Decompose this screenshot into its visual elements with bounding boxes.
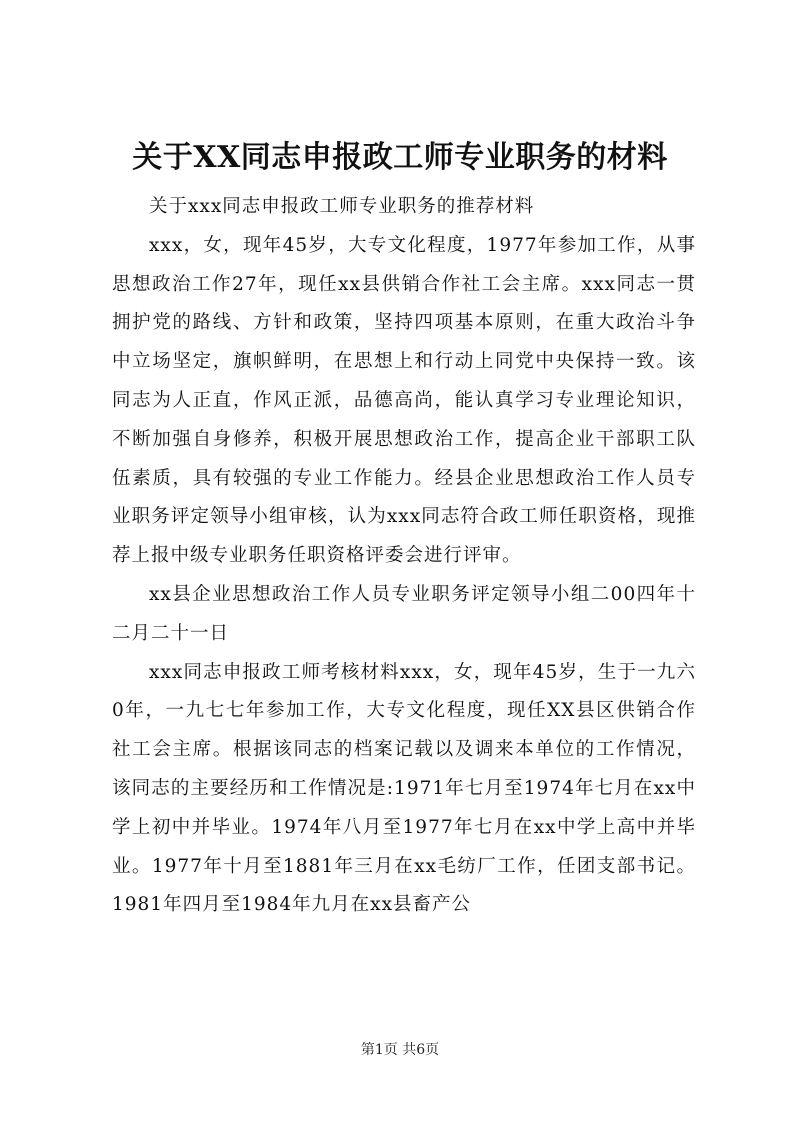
paragraph-assessment: xxx同志申报政工师考核材料xxx，女，现年45岁，生于一九六0年，一九七七年参加工作，大专文化程度，现任XX县区供销合作社工会主席。根据该同志的档案记载以及调来本单位的工作情况，该同志的主要经历和工作情况是:1971年七月至1974年七月在xx中学上初中并毕业。1974年八月至1977年七月在xx中学上高中并毕业。1977年十月至1881年三月在xx毛纺厂工作，任团支部书记。1981年四月至1984年九月在xx县畜产公 <box>112 661 696 916</box>
page-number-footer: 第1页 共6页 <box>360 1042 440 1058</box>
document-title: 关于XX同志申报政工师专业职务的材料 <box>132 140 668 175</box>
paragraph-subtitle: 关于xxx同志申报政工师专业职务的推荐材料 <box>149 196 535 217</box>
document-body <box>112 188 696 925</box>
paragraph-recommendation: xxx，女，现年45岁，大专文化程度，1977年参加工作，从事思想政治工作27年，现任xx县供销合作社工会主席。xxx同志一贯拥护党的路线、方针和政策，坚持四项基本原则，在重大政治斗争中立场坚定，旗帜鲜明，在思想上和行动上同党中央保持一致。该同志为人正直，作风正派，品德高尚，能认真学习专业理论知识，不断加强自身修养，积极开展思想政治工作，提高企业干部职工队伍素质，具有较强的专业工作能力。经县企业思想政治工作人员专业职务评定领导小组审核，认为xxx同志符合政工师任职资格，现推荐上报中级专业职务任职资格评委会进行评审。 <box>112 234 696 567</box>
paragraph-signature-date: xx县企业思想政治工作人员专业职务评定领导小组二00四年十二月二十一日 <box>112 583 696 644</box>
